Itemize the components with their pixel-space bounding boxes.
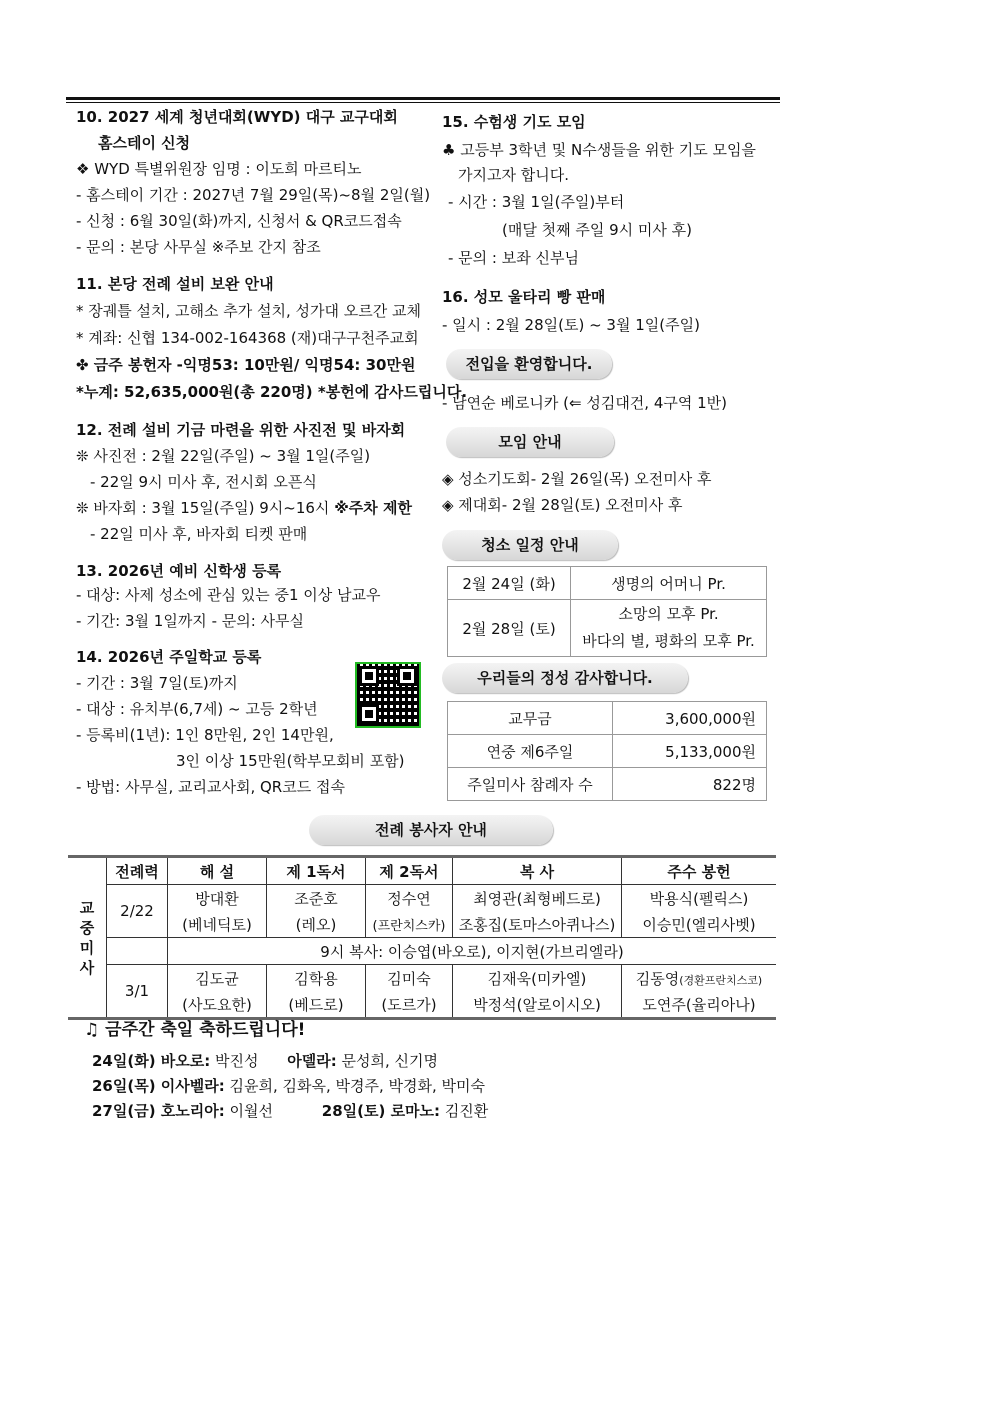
cleaning-pill: 청소 일정 안내 — [442, 530, 618, 560]
top-rule-thin — [66, 102, 780, 103]
servers-pill: 전례 봉사자 안내 — [309, 815, 553, 845]
servers-cell: (베네딕토) — [168, 911, 267, 938]
feast-names: 이월선 — [224, 1102, 273, 1120]
section-13-title: 13. 2026년 예비 신학생 등록 — [76, 562, 282, 580]
servers-date: 3/1 — [107, 965, 168, 1019]
section-10-line: - 신청 : 6월 30일(화)까지, 신청서 & QR코드접속 — [76, 212, 402, 230]
section-15-line: 가지고자 합니다. — [458, 166, 569, 184]
servers-note-row — [68, 938, 776, 965]
welcome-pill: 전입을 환영합니다. — [446, 349, 612, 379]
qr-finder — [359, 704, 379, 724]
section-12-line — [76, 498, 412, 518]
servers-cell: 김학용 — [267, 965, 366, 992]
offering-row — [448, 735, 767, 768]
servers-cell: 도연주(율리아나) — [622, 991, 777, 1019]
section-15-line: - 문의 : 보좌 신부님 — [448, 249, 579, 267]
servers-table — [68, 855, 776, 1020]
section-14-title: 14. 2026년 주일학교 등록 — [76, 648, 262, 666]
feast-names: 박진성 — [210, 1052, 259, 1070]
feast-title: ♫ 금주간 축일 축하드립니다! — [84, 1020, 306, 1040]
section-15-line: (매달 첫째 주일 9시 미사 후) — [502, 221, 692, 239]
offering-row — [448, 702, 767, 735]
section-16-title: 16. 성모 울타리 빵 판매 — [442, 288, 606, 306]
header-cell: 제 2독서 — [366, 857, 453, 885]
servers-row — [68, 885, 776, 912]
meeting-line: ◈ 제대회- 2월 28일(토) 오전미사 후 — [442, 496, 683, 514]
header-cell: 해 설 — [168, 857, 267, 885]
meeting-line: ◈ 성소기도회- 2월 26일(목) 오전미사 후 — [442, 470, 712, 488]
section-12-line: ❊ 사진전 : 2월 22일(주일) ~ 3월 1일(주일) — [76, 447, 371, 465]
cleaning-row — [448, 567, 767, 600]
servers-side-label — [68, 857, 107, 1019]
offering-value: 3,600,000원 — [613, 702, 767, 735]
servers-cell: (프란치스카) — [366, 911, 453, 938]
servers-cell: 최영관(최형베드로) — [453, 885, 622, 912]
section-10-line: - 홈스테이 기간 : 2027년 7월 29일(목)~8월 2일(월) — [76, 186, 431, 204]
section-12-line: - 22일 미사 후, 바자회 티켓 판매 — [90, 525, 308, 543]
parking-note: ※주차 제한 — [334, 499, 412, 517]
offering-label: 연중 제6주일 — [448, 735, 613, 768]
servers-row — [68, 965, 776, 992]
section-13-line: - 기간: 3월 1일까지 - 문의: 사무실 — [76, 612, 305, 630]
section-15-line: ♣ 고등부 3학년 및 N수생들을 위한 기도 모임을 — [442, 141, 756, 159]
servers-cell: 박정석(알로이시오) — [453, 991, 622, 1019]
cleaning-table — [447, 566, 767, 657]
offering-row — [448, 768, 767, 801]
feast-day: 28일(토) 로마노: — [321, 1102, 441, 1120]
servers-cell: (베드로) — [267, 991, 366, 1019]
servers-cell: 이승민(엘리사벳) — [642, 915, 756, 934]
feast-day: 27일(금) 호노리아: — [92, 1102, 225, 1120]
section-12-line: - 22일 9시 미사 후, 전시회 오픈식 — [90, 473, 317, 491]
offering-pill: 우리들의 정성 감사합니다. — [442, 663, 688, 693]
cleaning-row — [448, 600, 767, 657]
section-13-line: - 대상: 사제 성소에 관심 있는 중1 이상 남교우 — [76, 586, 381, 604]
cleaning-group: 생명의 어머니 Pr. — [571, 567, 767, 600]
servers-cell: (사도요한) — [168, 991, 267, 1019]
top-rule — [66, 97, 780, 100]
offering-label: 주일미사 참례자 수 — [448, 768, 613, 801]
servers-cell: (레오) — [267, 911, 366, 938]
section-15-line: - 시간 : 3월 1일(주일)부터 — [448, 193, 625, 211]
header-cell: 복 사 — [453, 857, 622, 885]
feast-day: 아델라: — [287, 1052, 337, 1070]
feast-names: 문성희, 신기명 — [336, 1052, 439, 1070]
section-15-title: 15. 수험생 기도 모임 — [442, 113, 586, 131]
feast-names: 김진환 — [440, 1102, 489, 1120]
servers-row — [68, 911, 776, 938]
section-10-subtitle: 홈스테이 신청 — [98, 134, 191, 152]
header-cell: 제 1독서 — [267, 857, 366, 885]
servers-cell — [622, 965, 777, 992]
bazaar-text: ❊ 바자회 : 3월 15일(주일) 9시~16시 — [76, 499, 335, 517]
feast-day: 26일(목) 이사벨라: — [92, 1077, 225, 1095]
section-12-title: 12. 전례 설비 기금 마련을 위한 사진전 및 바자회 — [76, 421, 406, 439]
section-11-total: *누계: 52,635,000원(총 220명) *봉헌에 감사드립니다. — [76, 383, 468, 401]
servers-header-row — [68, 857, 776, 885]
servers-note: 9시 복사: 이승엽(바오로), 이지현(가브리엘라) — [168, 938, 777, 965]
servers-date: 2/22 — [107, 885, 168, 938]
offering-label: 교무금 — [448, 702, 613, 735]
cleaning-group: 소망의 모후 Pr. — [618, 605, 719, 623]
feast-names: 김윤희, 김화옥, 박경주, 박경화, 박미숙 — [224, 1077, 486, 1095]
offering-table — [447, 701, 767, 801]
servers-side-text: 교중미사 — [79, 898, 95, 977]
feast-line — [92, 1051, 438, 1071]
feast-day: 24일(화) 바오로: — [92, 1052, 211, 1070]
cleaning-group: 바다의 별, 평화의 모후 Pr. — [582, 632, 755, 650]
cleaning-date: 2월 24일 (화) — [448, 567, 571, 600]
servers-cell: 김도균 — [168, 965, 267, 992]
section-16-line: - 일시 : 2월 28일(토) ~ 3월 1일(주일) — [442, 316, 700, 334]
servers-cell: 김재욱(미카엘) — [453, 965, 622, 992]
section-14-line: - 방법: 사무실, 교리교사회, QR코드 접속 — [76, 778, 345, 796]
servers-cell: 김미숙 — [366, 965, 453, 992]
section-14-line: 3인 이상 15만원(학부모회비 포함) — [176, 752, 405, 770]
section-10-line: - 문의 : 본당 사무실 ※주보 간지 참조 — [76, 238, 321, 256]
servers-cell: 조홍집(토마스아퀴나스) — [453, 911, 622, 938]
section-11-donors: ✤ 금주 봉헌자 -익명53: 10만원/ 익명54: 30만원 — [76, 356, 416, 374]
servers-baptismal: (경환프란치스코) — [679, 973, 763, 987]
servers-row — [68, 991, 776, 1019]
section-14-line: - 등록비(1년): 1인 8만원, 2인 14만원, — [76, 726, 334, 744]
qr-code[interactable] — [355, 662, 421, 728]
servers-cell: 방대환 — [168, 885, 267, 912]
offering-value: 5,133,000원 — [613, 735, 767, 768]
header-cell: 주수 봉헌 — [622, 857, 777, 885]
servers-cell: 정수연 — [366, 885, 453, 912]
section-10-line: ❖ WYD 특별위원장 임명 : 이도희 마르티노 — [76, 160, 362, 178]
section-11-line: * 장궤틀 설치, 고해소 추가 설치, 성가대 오르간 교체 — [76, 302, 421, 320]
section-10-title: 10. 2027 세계 청년대회(WYD) 대구 교구대회 — [76, 108, 398, 126]
welcome-line: - 남연순 베로니카 (⇐ 성김대건, 4구역 1반) — [442, 394, 728, 412]
cleaning-date: 2월 28일 (토) — [448, 600, 571, 657]
servers-cell: 조준호 — [267, 885, 366, 912]
header-cell: 전례력 — [107, 857, 168, 885]
servers-name: 김동영 — [635, 969, 680, 988]
section-14-line: - 기간 : 3월 7일(토)까지 — [76, 674, 238, 692]
meeting-pill: 모임 안내 — [446, 427, 614, 457]
servers-cell: 박용식(펠릭스) — [649, 889, 749, 908]
section-14-line: - 대상 : 유치부(6,7세) ~ 고등 2학년 — [76, 700, 318, 718]
servers-cell: (도르가) — [366, 991, 453, 1019]
offering-value: 822명 — [613, 768, 767, 801]
feast-line — [92, 1101, 488, 1121]
section-11-title: 11. 본당 전례 설비 보완 안내 — [76, 275, 274, 293]
feast-line — [92, 1076, 485, 1096]
section-11-line: * 계좌: 신협 134-002-164368 (재)대구구천주교회 — [76, 329, 419, 347]
qr-finder — [397, 666, 417, 686]
qr-finder — [359, 666, 379, 686]
cleaning-groups — [571, 600, 767, 657]
